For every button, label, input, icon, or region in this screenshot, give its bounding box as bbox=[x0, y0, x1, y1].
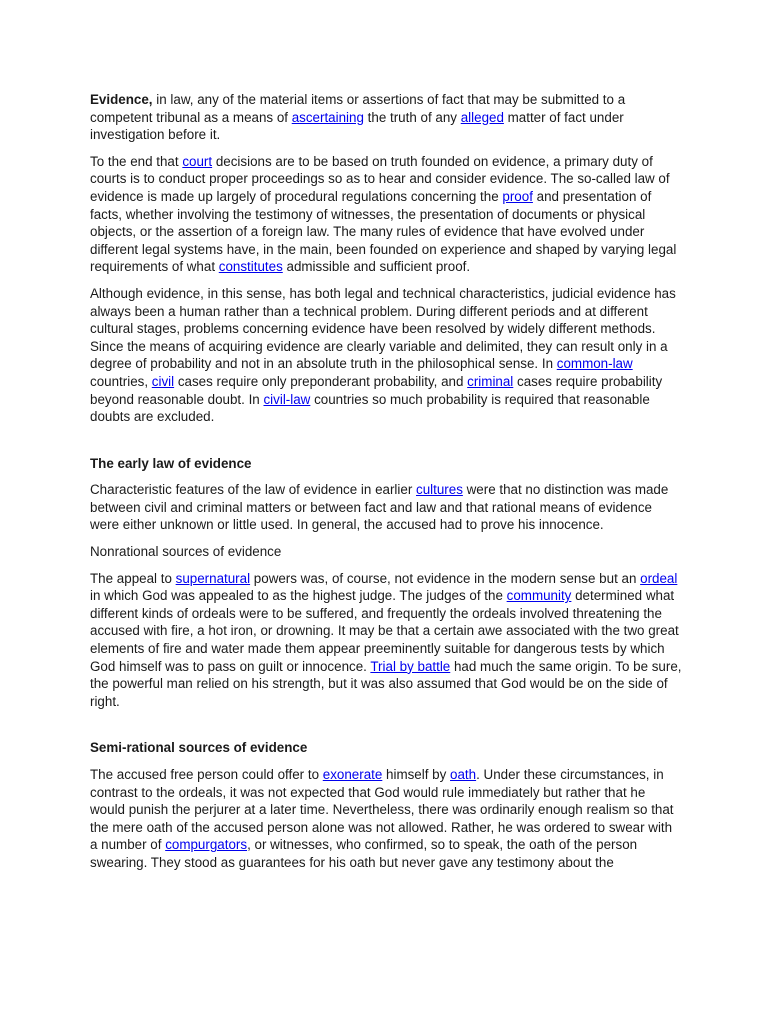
text: decisions are to be based on truth founded on evidence, a primary duty of courts is to conduct proper proceedings so as to hear and consider evidence. The so-called law of evidence is made up largely of procedural regulations concerning the bbox=[90, 153, 670, 204]
text: in which God was appealed to as the highest judge. The judges of the bbox=[90, 588, 507, 604]
text: . Under these circumstances, in contrast to the ordeals, it was not expected that God would rule immediately but rather that he would punish the perjurer at a later time. Nevertheless, there was ordinarily enough realism so that the mere oath of the accused person alone was not allowed. Rather, he was ordered to swear with a number of bbox=[90, 767, 674, 853]
link-supernatural[interactable]: supernatural bbox=[175, 570, 251, 586]
section-spacer bbox=[90, 435, 682, 455]
link-cultures[interactable]: cultures bbox=[416, 482, 463, 498]
link-oath[interactable]: oath bbox=[450, 767, 477, 782]
link-compurgators[interactable]: compurgators bbox=[165, 837, 248, 853]
paragraph-characteristics bbox=[90, 285, 682, 426]
text: were that no distinction was made between civil and criminal matters or between fact and law and that rational means of evidence were either unknown or little used. In general, the accused had to prove his innocence. bbox=[90, 482, 669, 533]
subheading-nonrational: Nonrational sources of evidence bbox=[90, 544, 282, 560]
link-ascertaining[interactable]: ascertaining bbox=[291, 109, 364, 125]
text: himself by bbox=[382, 767, 451, 782]
paragraph-definition bbox=[90, 91, 682, 144]
link-proof[interactable]: proof bbox=[502, 188, 533, 204]
heading-early-law: The early law of evidence bbox=[90, 455, 252, 471]
text: The accused free person could offer to bbox=[90, 767, 323, 782]
document-page bbox=[90, 91, 682, 881]
paragraph-court-duty bbox=[90, 153, 682, 276]
link-civil[interactable]: civil bbox=[151, 373, 175, 389]
heading-semi-rational: Semi-rational sources of evidence bbox=[90, 740, 308, 756]
link-alleged[interactable]: alleged bbox=[460, 109, 504, 125]
text: To the end that bbox=[90, 153, 183, 169]
link-constitutes[interactable]: constitutes bbox=[218, 259, 283, 275]
link-community[interactable]: community bbox=[506, 588, 572, 604]
term-evidence: Evidence, bbox=[90, 92, 153, 107]
text: Characteristic features of the law of evidence in earlier bbox=[90, 482, 416, 498]
link-civil-law[interactable]: civil-law bbox=[263, 391, 311, 407]
paragraph-ordeals bbox=[90, 570, 682, 711]
text: had much the same origin. To be sure, the powerful man relied on his strength, but it was also assumed that God would be on the side of right. bbox=[90, 658, 682, 709]
text: matter of fact under investigation before it. bbox=[90, 109, 624, 143]
text: cases require probability beyond reasonable doubt. In bbox=[90, 373, 663, 407]
text: , or witnesses, who confirmed, so to speak, the oath of the person swearing. They stood as guarantees for his oath but never gave any testimony about the bbox=[90, 837, 638, 870]
link-trial-by-battle[interactable]: Trial by battle bbox=[370, 658, 451, 674]
text: in law, any of the material items or assertions of fact that may be submitted to a competent tribunal as a means of bbox=[90, 92, 626, 125]
text: the truth of any bbox=[363, 109, 461, 125]
text: The appeal to bbox=[90, 570, 176, 586]
paragraph-early-features bbox=[90, 481, 682, 534]
text: powers was, of course, not evidence in the modern sense but an bbox=[250, 570, 641, 586]
text: countries, bbox=[90, 373, 152, 389]
text: and presentation of facts, whether involving the testimony of witnesses, the presentation of documents or physical objects, or the assertion of a foreign law. The many rules of evidence that have evolved under different legal systems have, in the main, been founded on experience and shaped by varying legal requirements of what bbox=[90, 188, 677, 275]
section-spacer bbox=[90, 719, 682, 739]
text: determined what different kinds of ordeals were to be suffered, and frequently the ordeals involved threatening the accused with fire, a hot iron, or drowning. It may be that a certain awe associated with the two great elements of fire and water made them appear preeminently suitable for dangerous tests by which God himself was to pass on guilt or innocence. bbox=[90, 588, 679, 674]
text: admissible and sufficient proof. bbox=[282, 259, 471, 275]
link-criminal[interactable]: criminal bbox=[467, 373, 514, 389]
link-exonerate[interactable]: exonerate bbox=[322, 767, 383, 782]
text: countries so much probability is required that reasonable doubts are excluded. bbox=[90, 391, 650, 425]
link-common-law[interactable]: common-law bbox=[556, 356, 633, 372]
link-court[interactable]: court bbox=[182, 153, 213, 169]
paragraph-oath bbox=[90, 766, 682, 872]
text: cases require only preponderant probability, and bbox=[174, 373, 468, 389]
text: Although evidence, in this sense, has both legal and technical characteristics, judicial evidence has always been a human rather than a technical problem. During different periods and at different cultural stages, problems concerning evidence have been resolved by widely different methods. Since the means of acquiring evidence are clearly variable and delimited, they can result only in a degree of probability and not in an absolute truth in the philosophical sense. In bbox=[90, 285, 676, 372]
link-ordeal[interactable]: ordeal bbox=[640, 570, 678, 586]
